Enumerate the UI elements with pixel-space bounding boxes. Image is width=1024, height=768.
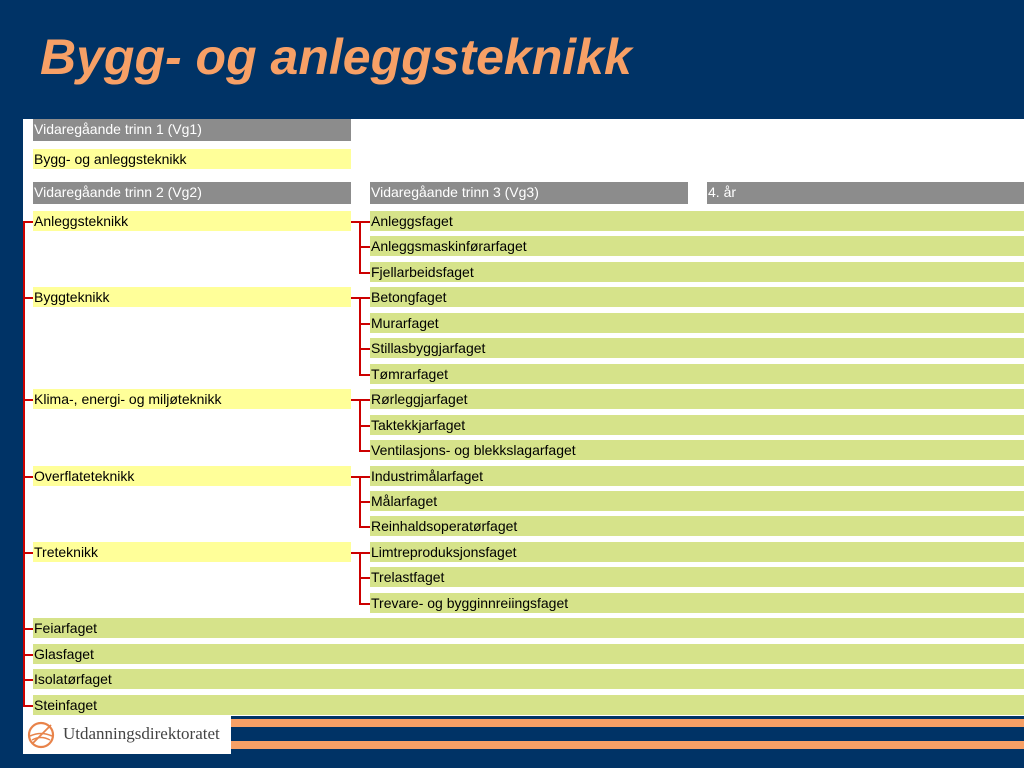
connector-tick [359, 603, 370, 605]
connector-tick [359, 552, 370, 554]
connector-tick [23, 221, 33, 223]
direct-trade: Steinfaget [33, 695, 1024, 715]
vg3-trade: Industrimålarfaget [370, 466, 1024, 486]
connector-tick [23, 552, 33, 554]
footer-stripe-top [231, 719, 1024, 727]
program-structure-panel [23, 119, 1024, 716]
vg2-program: Klima-, energi- og miljøteknikk [33, 389, 351, 409]
connector-tick [359, 348, 370, 350]
vg2-program: Anleggsteknikk [33, 211, 351, 231]
direct-trade: Feiarfaget [33, 618, 1024, 638]
footer-stripe-bottom [231, 741, 1024, 749]
vg3-trade: Tømrarfaget [370, 364, 1024, 384]
connector-tick [23, 297, 33, 299]
main-connector-line [23, 221, 25, 707]
vg3-trade: Anleggsfaget [370, 211, 1024, 231]
connector-tick [359, 526, 370, 528]
vg3-trade: Betongfaget [370, 287, 1024, 307]
connector-tick [23, 628, 33, 630]
connector-tick [359, 450, 370, 452]
vg3-trade: Murarfaget [370, 313, 1024, 333]
connector-tick [359, 246, 370, 248]
connector-tick [359, 374, 370, 376]
vg3-trade: Anleggsmaskinførarfaget [370, 236, 1024, 256]
connector-tick [359, 221, 370, 223]
vg3-trade: Trelastfaget [370, 567, 1024, 587]
vg2-program: Treteknikk [33, 542, 351, 562]
page-title: Bygg- og anleggsteknikk [40, 29, 632, 85]
connector-tick [23, 476, 33, 478]
vg3-trade: Ventilasjons- og blekkslagarfaget [370, 440, 1024, 460]
connector-tick [359, 323, 370, 325]
vg2-program: Overflateteknikk [33, 466, 351, 486]
vg3-trade: Trevare- og bygginnreiingsfaget [370, 593, 1024, 613]
connector-tick [359, 577, 370, 579]
vg3-header: Vidaregåande trinn 3 (Vg3) [370, 182, 688, 204]
vg3-trade: Rørleggjarfaget [370, 389, 1024, 409]
utdanningsdirektoratet-logo [23, 716, 231, 754]
connector-tick [359, 476, 370, 478]
direct-trade: Glasfaget [33, 644, 1024, 664]
connector-tick [359, 501, 370, 503]
vg2-program: Byggteknikk [33, 287, 351, 307]
vg3-trade: Reinhaldsoperatørfaget [370, 516, 1024, 536]
vg3-trade: Målarfaget [370, 491, 1024, 511]
vg3-trade: Taktekkjarfaget [370, 415, 1024, 435]
logo-text: Utdanningsdirektoratet [63, 724, 220, 743]
year4-header: 4. år [707, 182, 1024, 204]
compass-circle-icon [26, 720, 56, 750]
vg2-header: Vidaregåande trinn 2 (Vg2) [33, 182, 351, 204]
vg3-trade: Limtreproduksjonsfaget [370, 542, 1024, 562]
vg3-trade: Fjellarbeidsfaget [370, 262, 1024, 282]
vg1-program: Bygg- og anleggsteknikk [33, 149, 351, 169]
connector-tick [23, 399, 33, 401]
connector-tick [359, 297, 370, 299]
connector-tick [23, 679, 33, 681]
connector-tick [23, 654, 33, 656]
vg3-trade: Stillasbyggjarfaget [370, 338, 1024, 358]
vg1-header: Vidaregåande trinn 1 (Vg1) [33, 119, 351, 141]
connector-tick [359, 399, 370, 401]
sub-connector-line [359, 297, 361, 375]
direct-trade: Isolatørfaget [33, 669, 1024, 689]
connector-tick [359, 425, 370, 427]
connector-tick [359, 272, 370, 274]
connector-tick [23, 705, 33, 707]
